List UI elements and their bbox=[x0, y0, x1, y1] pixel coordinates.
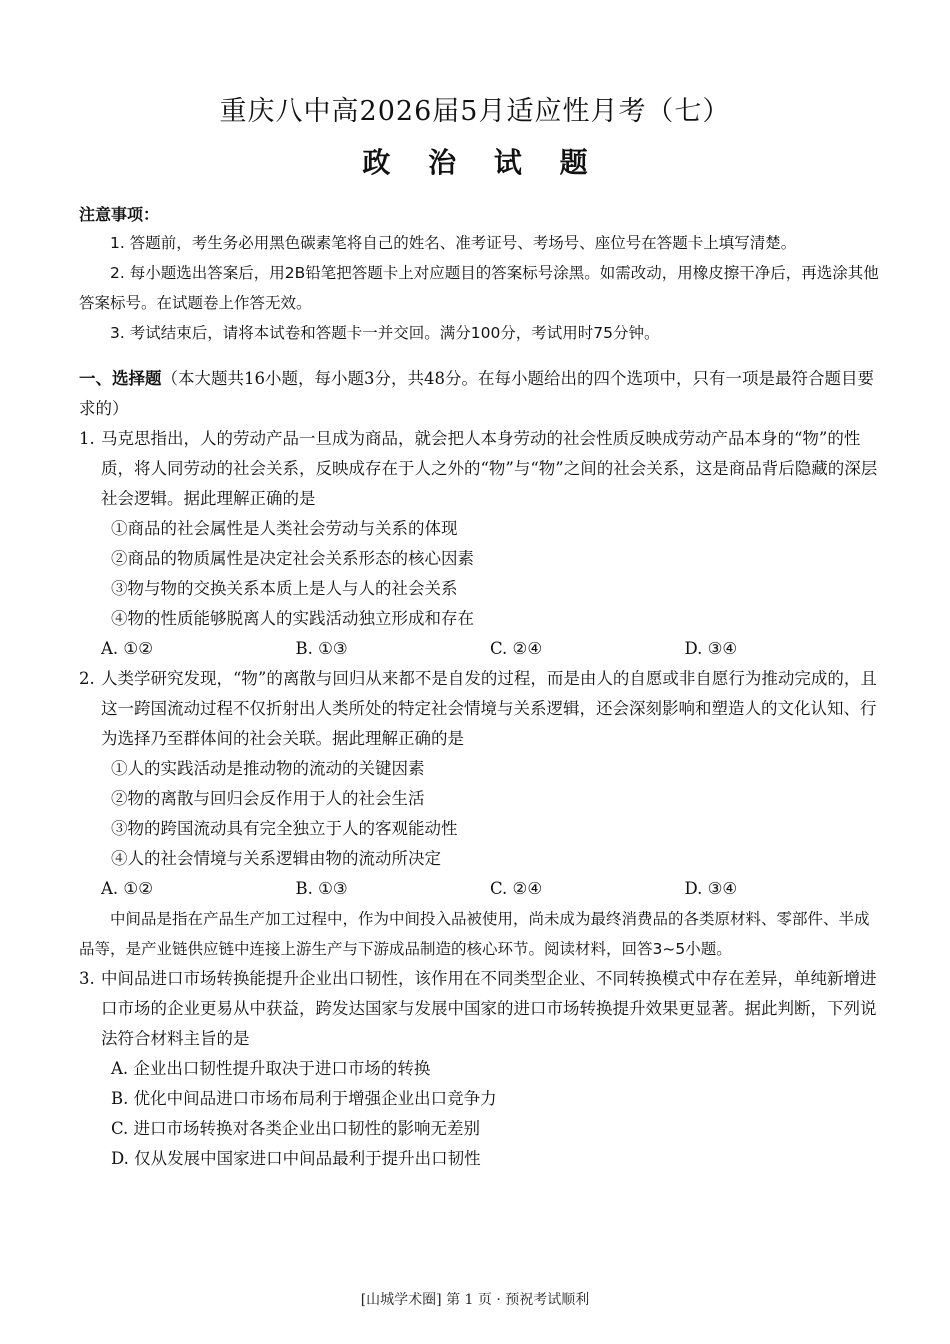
question-number: 3. bbox=[79, 969, 95, 988]
choice-c: C. 进口市场转换对各类企业出口韧性的影响无差别 bbox=[111, 1119, 481, 1138]
question-number: 1. bbox=[79, 429, 95, 448]
reading-material: 中间品是指在产品生产加工过程中，作为中间投入品被使用，尚未成为最终消费品的各类原材料、零部件、半成品等，是产业链供应链中连接上游生产与下游成品制造的核心环节。阅读材料，回答3~5小题。 bbox=[79, 910, 870, 958]
question-1 bbox=[79, 424, 879, 634]
exam-content bbox=[79, 202, 879, 1174]
choice-b: B. ①③ bbox=[295, 639, 348, 658]
choice-a: A. 企业出口韧性提升取决于进口市场的转换 bbox=[111, 1059, 431, 1078]
question-stem: 马克思指出，人的劳动产品一旦成为商品，就会把人本身劳动的社会性质反映成劳动产品本身的“物”的性质，将人同劳动的社会关系，反映成存在于人之外的“物”与“物”之间的社会关系，这是商品背后隐藏的深层社会逻辑。据此理解正确的是 bbox=[101, 429, 878, 508]
note-item-1: 1. 答题前，考生务必用黑色碳素笔将自己的姓名、准考证号、考场号、座位号在答题卡上填写清楚。 bbox=[110, 234, 797, 252]
question-stem: 中间品进口市场转换能提升企业出口韧性，该作用在不同类型企业、不同转换模式中存在差异，单纯新增进口市场的企业更易从中获益，跨发达国家与发展中国家的进口市场转换提升效果更显著。据此判断，下列说法符合材料主旨的是 bbox=[101, 969, 877, 1048]
section-header bbox=[79, 364, 879, 424]
choice-d: D. ③④ bbox=[684, 879, 738, 898]
choice-d: D. ③④ bbox=[684, 639, 738, 658]
choice-d: D. 仅从发展中国家进口中间品最利于提升出口韧性 bbox=[111, 1149, 481, 1168]
statement-option: ①商品的社会属性是人类社会劳动与关系的体现 bbox=[111, 519, 458, 538]
choice-c: C. ②④ bbox=[490, 639, 543, 658]
question-stem: 人类学研究发现，“物”的离散与回归从来都不是自发的过程，而是由人的自愿或非自愿行为推动完成的，且这一跨国流动过程不仅折射出人类所处的特定社会情境与关系逻辑，还会深刻影响和塑造人的文化认知、行为选择乃至群体间的社会关联。据此理解正确的是 bbox=[101, 669, 877, 748]
note-item-3: 3. 考试结束后，请将本试卷和答题卡一并交回。满分100分，考试用时75分钟。 bbox=[110, 324, 660, 342]
statement-option: ②商品的物质属性是决定社会关系形态的核心因素 bbox=[111, 549, 474, 568]
note-item-2: 2. 每小题选出答案后，用2B铅笔把答题卡上对应题目的答案标号涂黑。如需改动，用橡皮擦干净后，再选涂其他答案标号。在试题卷上作答无效。 bbox=[79, 264, 879, 312]
statement-option: ③物与物的交换关系本质上是人与人的社会关系 bbox=[111, 579, 458, 598]
statement-option: ④人的社会情境与关系逻辑由物的流动所决定 bbox=[111, 849, 441, 868]
choice-a: A. ①② bbox=[101, 639, 153, 658]
statement-option: ②物的离散与回归会反作用于人的社会生活 bbox=[111, 789, 425, 808]
exam-title: 重庆八中高2026届5月适应性月考（七） bbox=[219, 96, 731, 127]
statement-option: ③物的跨国流动具有完全独立于人的客观能动性 bbox=[111, 819, 458, 838]
section-label: 一、选择题 bbox=[79, 369, 162, 388]
answer-choices-2 bbox=[79, 874, 879, 904]
choice-a: A. ①② bbox=[101, 879, 153, 898]
answer-choices-1 bbox=[79, 634, 879, 664]
statement-option: ④物的性质能够脱离人的实践活动独立形成和存在 bbox=[111, 609, 474, 628]
section-desc: （本大题共16小题，每小题3分，共48分。在每小题给出的四个选项中，只有一项是最符合题目要求的） bbox=[79, 369, 874, 418]
statement-option: ①人的实践活动是推动物的流动的关键因素 bbox=[111, 759, 425, 778]
notes-heading: 注意事项： bbox=[79, 205, 160, 224]
exam-subject: 政 治 试 题 bbox=[362, 146, 602, 179]
page-footer: [山城学术圈] 第 1 页 · 预祝考试顺利 bbox=[360, 1292, 590, 1308]
choice-b: B. 优化中间品进口市场布局利于增强企业出口竞争力 bbox=[111, 1089, 497, 1108]
question-number: 2. bbox=[79, 669, 95, 688]
choice-c: C. ②④ bbox=[490, 879, 543, 898]
question-2 bbox=[79, 664, 879, 874]
question-3 bbox=[79, 964, 879, 1174]
choice-b: B. ①③ bbox=[295, 879, 348, 898]
